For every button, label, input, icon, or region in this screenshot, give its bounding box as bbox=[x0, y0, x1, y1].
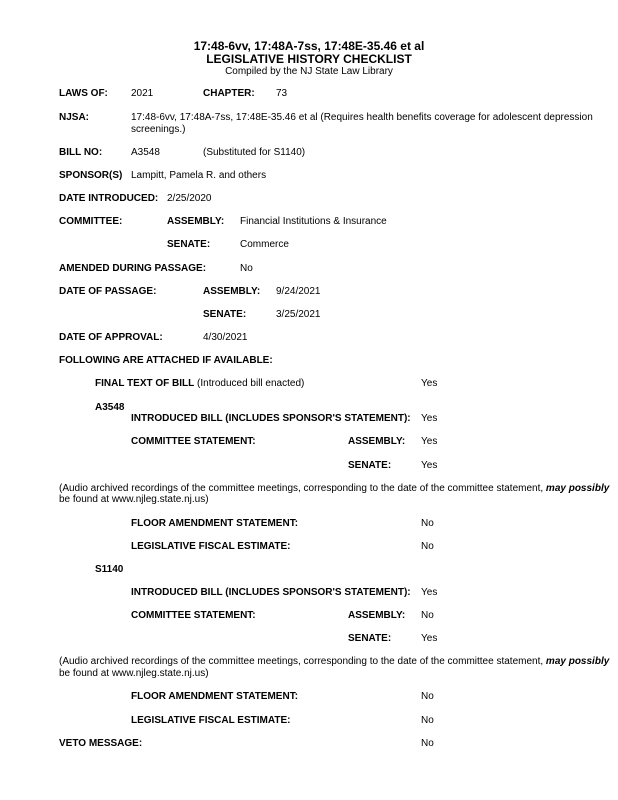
s1140-floor-value: No bbox=[421, 691, 434, 702]
final-text-note: (Introduced bill enacted) bbox=[197, 378, 305, 389]
sponsors-value: Lampitt, Pamela R. and others bbox=[131, 170, 267, 181]
document-title: 17:48-6vv, 17:48A-7ss, 17:48E-35.46 et al bbox=[193, 39, 425, 53]
a3548-senate-value: Yes bbox=[421, 460, 438, 471]
njsa-value-line1: 17:48-6vv, 17:48A-7ss, 17:48E-35.46 et al (Requires health benefits coverage for adolescent depression bbox=[131, 112, 593, 123]
compiled-by: Compiled by the NJ State Law Library bbox=[225, 66, 393, 77]
a3548-audio-note-line2: be found at www.njleg.state.nj.us) bbox=[59, 494, 209, 505]
date-of-passage-label: DATE OF PASSAGE: bbox=[59, 286, 157, 297]
passage-assembly-value: 9/24/2021 bbox=[276, 286, 321, 297]
a3548-assembly-value: Yes bbox=[421, 436, 438, 447]
s1140-committee-label: COMMITTEE STATEMENT: bbox=[131, 610, 256, 621]
s1140-introduced-value: Yes bbox=[421, 587, 438, 598]
document-subtitle: LEGISLATIVE HISTORY CHECKLIST bbox=[206, 52, 412, 66]
s1140-fiscal-label: LEGISLATIVE FISCAL ESTIMATE: bbox=[131, 715, 291, 726]
date-introduced-value: 2/25/2020 bbox=[167, 193, 212, 204]
sponsors-label: SPONSOR(S) bbox=[59, 170, 123, 181]
bill-a3548-heading: A3548 bbox=[95, 402, 125, 413]
bill-no-value: A3548 bbox=[131, 147, 160, 158]
njsa-label: NJSA: bbox=[59, 112, 90, 123]
a3548-committee-label: COMMITTEE STATEMENT: bbox=[131, 436, 256, 447]
s1140-senate-label: SENATE: bbox=[348, 633, 392, 644]
a3548-senate-label: SENATE: bbox=[348, 460, 392, 471]
veto-label: VETO MESSAGE: bbox=[59, 738, 143, 749]
final-text-row bbox=[95, 378, 304, 390]
date-of-approval-value: 4/30/2021 bbox=[203, 332, 248, 343]
bill-no-note: (Substituted for S1140) bbox=[203, 147, 306, 158]
a3548-fiscal-value: No bbox=[421, 541, 434, 552]
bill-no-label: BILL NO: bbox=[59, 147, 103, 158]
committee-senate-value: Commerce bbox=[240, 239, 289, 250]
a3548-floor-value: No bbox=[421, 518, 434, 529]
a3548-floor-label: FLOOR AMENDMENT STATEMENT: bbox=[131, 518, 299, 529]
a3548-fiscal-label: LEGISLATIVE FISCAL ESTIMATE: bbox=[131, 541, 291, 552]
a3548-introduced-label: INTRODUCED BILL (INCLUDES SPONSOR'S STATEMENT): bbox=[131, 413, 411, 424]
s1140-floor-label: FLOOR AMENDMENT STATEMENT: bbox=[131, 691, 299, 702]
a3548-audio-emphasis: may possibly bbox=[545, 483, 610, 494]
amended-label: AMENDED DURING PASSAGE: bbox=[59, 263, 207, 274]
s1140-audio-text: (Audio archived recordings of the committee meetings, corresponding to the date of the committee statement, bbox=[59, 656, 544, 667]
date-introduced-label: DATE INTRODUCED: bbox=[59, 193, 159, 204]
final-text-value: Yes bbox=[421, 378, 438, 389]
laws-of-value: 2021 bbox=[131, 88, 154, 99]
s1140-assembly-label: ASSEMBLY: bbox=[348, 610, 406, 621]
laws-of-label: LAWS OF: bbox=[59, 88, 108, 99]
passage-assembly-label: ASSEMBLY: bbox=[203, 286, 261, 297]
s1140-audio-note-line2: be found at www.njleg.state.nj.us) bbox=[59, 668, 209, 679]
njsa-value-line2: screenings.) bbox=[131, 124, 186, 135]
a3548-audio-text: (Audio archived recordings of the committee meetings, corresponding to the date of the committee statement, bbox=[59, 483, 544, 494]
s1140-introduced-label: INTRODUCED BILL (INCLUDES SPONSOR'S STATEMENT): bbox=[131, 587, 411, 598]
final-text-label: FINAL TEXT OF BILL bbox=[95, 378, 195, 389]
bill-s1140-heading: S1140 bbox=[95, 564, 124, 575]
veto-value: No bbox=[421, 738, 434, 749]
s1140-senate-value: Yes bbox=[421, 633, 438, 644]
s1140-audio-note-line1 bbox=[59, 656, 609, 668]
committee-label: COMMITTEE: bbox=[59, 216, 123, 227]
committee-assembly-label: ASSEMBLY: bbox=[167, 216, 225, 227]
passage-senate-value: 3/25/2021 bbox=[276, 309, 321, 320]
a3548-introduced-value: Yes bbox=[421, 413, 438, 424]
committee-senate-label: SENATE: bbox=[167, 239, 211, 250]
date-of-approval-label: DATE OF APPROVAL: bbox=[59, 332, 163, 343]
s1140-fiscal-value: No bbox=[421, 715, 434, 726]
s1140-assembly-value: No bbox=[421, 610, 434, 621]
chapter-label: CHAPTER: bbox=[203, 88, 255, 99]
s1140-audio-emphasis: may possibly bbox=[545, 656, 610, 667]
a3548-assembly-label: ASSEMBLY: bbox=[348, 436, 406, 447]
attached-heading: FOLLOWING ARE ATTACHED IF AVAILABLE: bbox=[59, 355, 273, 366]
amended-value: No bbox=[240, 263, 253, 274]
chapter-value: 73 bbox=[276, 88, 288, 99]
passage-senate-label: SENATE: bbox=[203, 309, 247, 320]
committee-assembly-value: Financial Institutions & Insurance bbox=[240, 216, 387, 227]
